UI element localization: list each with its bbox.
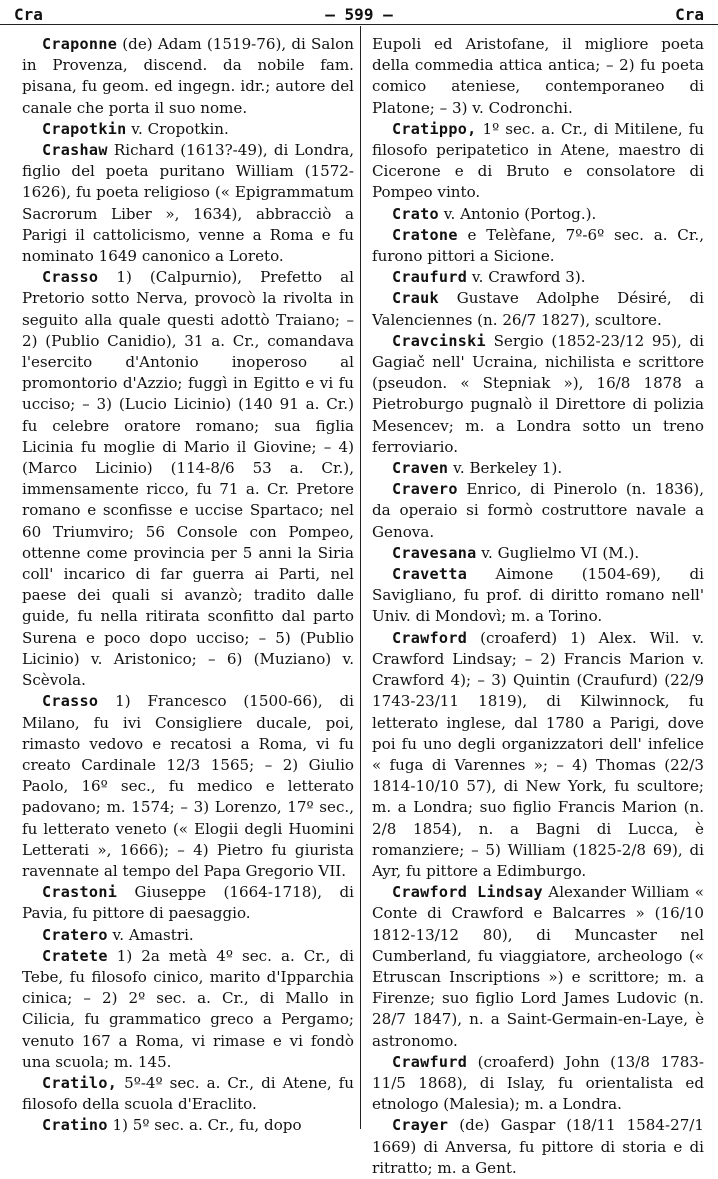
entry-text: (de) Gaspar (18/11 1584-27/1 1669) di Anversa, fu pittore di storia e di ritratto; m. a Gent.: [372, 1116, 704, 1177]
dictionary-entry: [372, 204, 704, 225]
entry-headword: Cratero: [42, 925, 108, 944]
entry-text: Richard (1613?-49), di Londra, figlio del poeta puritano William (1572-1626), fu poeta religioso (« Epigrammatum Sacrorum Liber », 1634), abbracciò a Parigi il cattolicismo, venne a Roma e fu nominato 1649 canonico a Loreto.: [22, 141, 354, 266]
dictionary-entry: [372, 267, 704, 288]
dictionary-entry: [372, 564, 704, 628]
entry-text: v. Berkeley 1).: [448, 459, 563, 478]
dictionary-entry: [372, 882, 704, 1052]
entry-headword: Cratino: [42, 1116, 108, 1135]
entry-text: e Telèfane, 7º-6º sec. a. Cr., furono pittori a Sicione.: [372, 225, 704, 266]
entry-headword: Cravcinski: [392, 331, 486, 350]
entry-text: Aimone (1504-69), di Savigliano, fu prof. di diritto romano nell' Univ. di Mondovì; m. a Torino.: [372, 565, 704, 626]
dictionary-entry: [22, 34, 354, 119]
dictionary-entry: [22, 925, 354, 946]
entry-text: Enrico, di Pinerolo (n. 1836), da operaio si formò costruttore navale a Genova.: [372, 480, 704, 541]
dictionary-entry: [22, 140, 354, 267]
entry-text: (croaferd) John (13/8 1783-11/5 1868), di Islay, fu orientalista ed etnologo (Malesia); m. a Londra.: [372, 1052, 704, 1114]
entry-text: Gustave Adolphe Désiré, di Valenciennes (n. 26/7 1827), scultore.: [372, 289, 704, 329]
dictionary-entry: [372, 458, 704, 479]
entry-headword: Crawford: [392, 628, 468, 647]
running-head-right: Cra: [675, 4, 704, 24]
entry-headword: Cravetta: [392, 565, 468, 584]
entry-text: v. Cropotkin.: [126, 119, 229, 138]
dictionary-entry: [372, 119, 704, 204]
dictionary-entry: [22, 946, 354, 1073]
right-column: [372, 34, 704, 1179]
entry-text: v. Guglielmo VI (M.).: [476, 543, 640, 562]
entry-text: 1º sec. a. Cr., di Mitilene, fu filosofo peripatetico in Atene, maestro di Cicerone e di Bruto e consolatore di Pompeo vinto.: [372, 119, 704, 202]
entry-headword: Crawford Lindsay: [392, 883, 543, 902]
entry-text: Sergio (1852-23/12 95), di Gagiač nell' Ucraina, nichilista e scrittore (pseudon. « Stepniak »), 16/8 1878 a Pietroburgo pugnalò il Direttore di polizia Mesencev; m. a Londra sotto un treno ferroviario.: [372, 331, 704, 456]
entry-headword: Crauk: [392, 289, 439, 308]
entry-headword: Crato: [392, 204, 439, 223]
dictionary-entry: [372, 479, 704, 543]
header-rule: [0, 24, 718, 25]
entry-headword: Cratone: [392, 225, 458, 244]
dictionary-entry: [22, 1073, 354, 1115]
entry-text: (de) Adam (1519-76), di Salon in Provenza, discend. da nobile fam. pisana, fu geom. ed ingegn. idr.; autore del canale che porta il suo nome.: [22, 35, 354, 117]
entry-headword: Cravero: [392, 480, 458, 499]
entry-text: v. Antonio (Portog.).: [438, 204, 597, 223]
entry-headword: Cratilo,: [42, 1073, 118, 1092]
dictionary-entry: [372, 1115, 704, 1179]
page-number: — 599 —: [325, 4, 393, 24]
dictionary-entry: [372, 331, 704, 458]
entry-text: (croaferd) 1) Alex. Wil. v. Crawford Lindsay; – 2) Francis Marion v. Crawford 4); – 3) Quintin (Craufurd) (22/9 1743-23/11 1819), di Kilwinnock, fu letterato inglese, dal 1780 a Parigi, dove poi fu uno degli organizzatori dell' infelice « fuga di Varennes »; – 4) Thomas (22/3 1814-10/10 57), di New York, fu scultore; m. a Londra; suo figlio Francis Marion (n. 2/8 1854), n. a Bagni di Lucca, è romanziere; – 5) William (1825-2/8 69), di Ayr, fu pittore a Edimburgo.: [372, 628, 704, 880]
entry-headword: Craponne: [42, 35, 118, 53]
entry-headword: Cravesana: [392, 543, 477, 562]
entry-headword: Cratete: [42, 946, 108, 965]
left-column: [22, 34, 354, 1137]
dictionary-entry: [22, 691, 354, 882]
dictionary-entry: [22, 1115, 354, 1136]
entry-text: v. Amastri.: [107, 925, 194, 944]
entry-text: Eupoli ed Aristofane, il migliore poeta della commedia attica antica; – 2) fu poeta comico ateniese, contemporaneo di Platone; – 3) v. Codronchi.: [372, 35, 704, 117]
entry-headword: Crawfurd: [392, 1052, 468, 1071]
entry-text: 1) (Calpurnio), Prefetto al Pretorio sotto Nerva, provocò la rivolta in seguito alla quale questi adottò Traiano; – 2) (Publio Canidio), 31 a. Cr., comandava l'esercito d'Antonio inoperoso al promontorio d'Azzio; fuggì in Egitto e vi fu ucciso; – 3) (Lucio Licinio) (140 91 a. Cr.) fu celebre oratore romano; sua figlia Licinia fu moglie di Mario il Giovine; – 4) (Marco Licinio) (114-8/6 53 a. Cr.), immensamente ricco, fu 71 a. Cr. Pretore romano e sconfisse e uccise Spartaco; nel 60 Triumviro; 56 Console con Pompeo, ottenne come provincia per 5 anni la Siria coll' incarico di far guerra ai Parti, nel paese dei quali si avanzò; tradito dalle guide, fu nella ritirata sconfitto dal parto Surena e poco dopo ucciso; – 5) (Publio Licinio) v. Aristonico; – 6) (Muziano) v. Scèvola.: [22, 268, 354, 690]
entry-headword: Craufurd: [392, 268, 468, 287]
dictionary-entry: [372, 628, 704, 882]
entry-headword: Cratippo,: [392, 119, 477, 138]
column-divider: [360, 26, 361, 1129]
running-head-left: Cra: [14, 4, 43, 24]
entry-headword: Crasso: [42, 692, 99, 711]
dictionary-entry: [372, 543, 704, 564]
dictionary-entry: [372, 288, 704, 330]
entry-text: 1) 2a metà 4º sec. a. Cr., di Tebe, fu filosofo cinico, marito d'Ipparchia cinica; – 2) 2º sec. a. Cr., di Mallo in Cilicia, fu grammatico greco a Pergamo; venuto 167 a Roma, vi rimase e vi fondò una scuola; m. 145.: [22, 946, 354, 1071]
entry-text: Alexander William « Conte di Crawford e Balcarres » (16/10 1812-13/12 80), di Muncaster nel Cumberland, fu viaggiatore, archeologo (« Etruscan Inscriptions ») e scrittore; m. a Firenze; suo figlio Lord James Ludovic (n. 28/7 1847), n. a Saint-Germain-en-Laye, è astronomo.: [372, 883, 704, 1050]
entry-text: 1) 5º sec. a. Cr., fu, dopo: [107, 1116, 302, 1135]
entry-text: 1) Francesco (1500-66), di Milano, fu ivi Consigliere ducale, poi, rimasto vedovo e recatosi a Roma, vi fu creato Cardinale 12/3 1565; – 2) Giulio Paolo, 16º sec., fu medico e letterato padovano; m. 1574; – 3) Lorenzo, 17º sec., fu letterato veneto (« Elogii degli Huomini Letterati », 1666); – 4) Pietro fu giurista ravennate al tempo del Papa Gregorio VII.: [22, 692, 354, 880]
dictionary-entry: [22, 882, 354, 924]
entry-headword: Crapotkin: [42, 119, 127, 138]
dictionary-entry: [372, 1052, 704, 1116]
dictionary-entry: [22, 267, 354, 691]
dictionary-entry: [22, 119, 354, 140]
entry-headword: Crasso: [42, 268, 99, 287]
entry-headword: Crashaw: [42, 141, 108, 160]
dictionary-entry: [372, 225, 704, 267]
entry-headword: Craven: [392, 459, 449, 478]
page-header: [14, 4, 704, 24]
dictionary-entry-continued: [372, 34, 704, 119]
entry-text: Giuseppe (1664-1718), di Pavia, fu pittore di paesaggio.: [22, 883, 354, 923]
entry-headword: Crayer: [392, 1116, 449, 1135]
entry-text: v. Crawford 3).: [467, 268, 586, 287]
entry-text: 5º-4º sec. a. Cr., di Atene, fu filosofo della scuola d'Eraclito.: [22, 1073, 354, 1114]
entry-headword: Crastoni: [42, 883, 118, 902]
